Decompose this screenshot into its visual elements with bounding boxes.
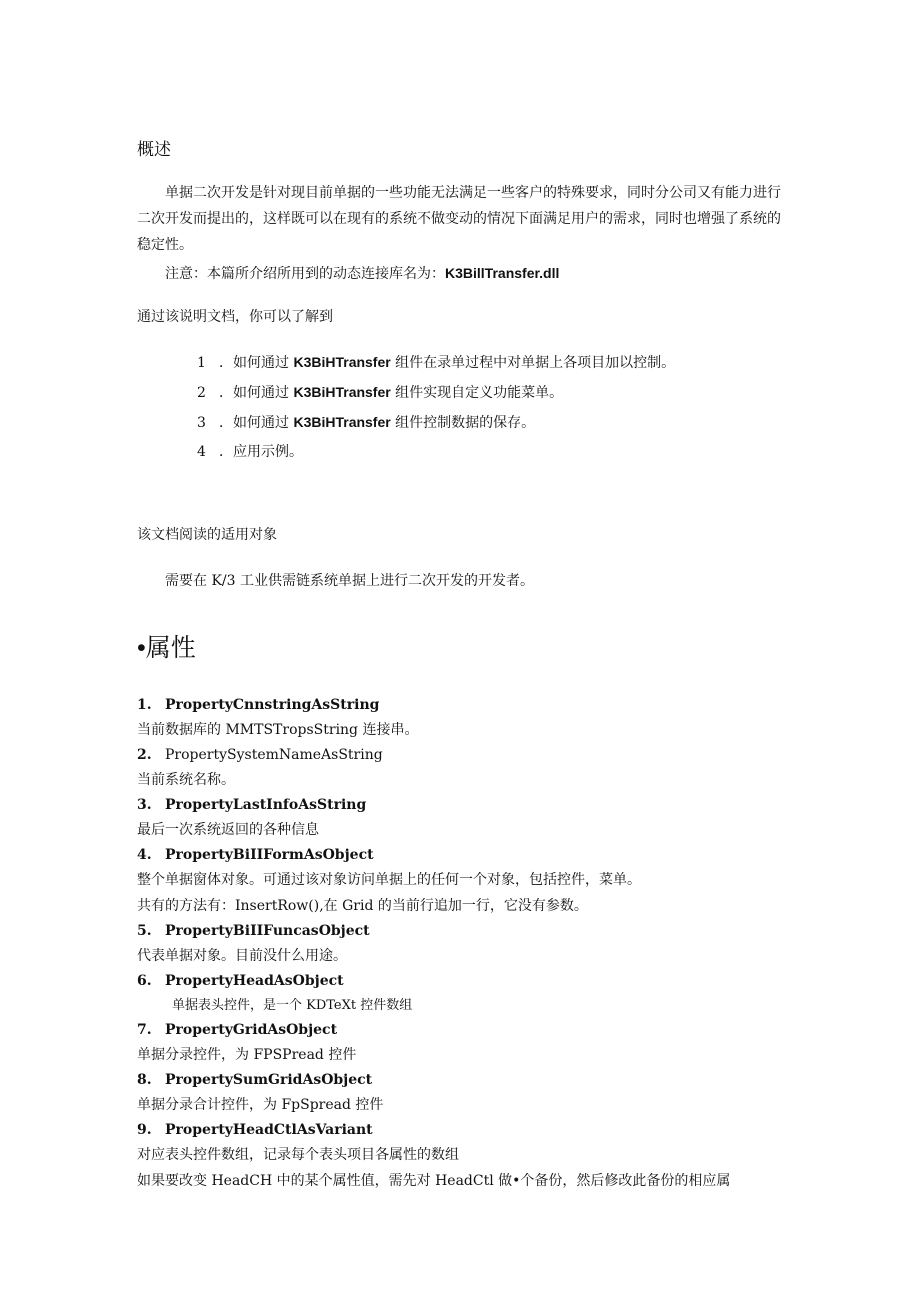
property-number: 3. [137,797,152,813]
intro-line-2: 二次开发而提出的，这样既可以在现有的系统不做变动的情况下面满足用户的需求，同时也增强了系统的 [137,211,781,227]
learn-item-number: 4 [197,444,206,460]
learn-item [197,443,303,461]
intro-paragraph [137,180,787,258]
property-description: 最后一次系统返回的各种信息 [137,822,319,838]
property-number: 4. [137,847,152,863]
learn-item-suffix: 组件在录单过程中对单据上各项目加以控制。 [390,355,676,371]
audience-heading: 该文档阅读的适用对象 [137,527,277,543]
property-name-line [137,796,366,814]
property-name: PropertyHeadAsObject [165,973,344,989]
property-name-line [137,1071,372,1089]
property-name: PropertyHeadCtlAsVariant [165,1122,373,1138]
property-description: 当前系统名称。 [137,772,235,788]
property-name-line [137,696,379,714]
learn-item-component: K3BiHTransfer [293,354,391,370]
property-description: 单据分录控件，为 FPSPread 控件 [137,1047,357,1063]
note-line [165,264,559,283]
property-name: PropertyBiIIFormAsObject [165,847,374,863]
property-name: PropertyGridAsObject [165,1022,338,1038]
property-number: 1. [137,697,152,713]
property-name-line [137,922,370,940]
learn-item-component: K3BiHTransfer [293,384,391,400]
learn-item [197,383,563,402]
property-description: 代表单据对象。目前没什么用途。 [137,948,347,964]
property-description: 当前数据库的 MMTSTropsString 连接串。 [137,722,419,738]
learn-item-prefix: ．如何通过 [219,385,294,401]
property-name: PropertyBiIIFuncasObject [165,923,370,939]
intro-line-3: 稳定性。 [137,237,193,253]
property-name: PropertySystemNameAsString [165,747,383,763]
learn-item-prefix: ．如何通过 [219,415,294,431]
property-extra: 如果要改变 HeadCH 中的某个属性值，需先对 HeadCtl 做•个备份，然后修改此备份的相应属 [137,1173,731,1189]
property-number: 7. [137,1022,152,1038]
property-name-line [137,846,374,864]
property-name-line [137,1121,373,1139]
intro-line-1: 单据二次开发是针对现目前单据的一些功能无法满足一些客户的特殊要求，同时分公司又有能力进行 [165,185,781,201]
property-description: 对应表头控件数组，记录每个表头项目各属性的数组 [137,1147,459,1163]
property-name-line [137,1021,337,1039]
overview-heading: 概述 [137,140,171,160]
note-prefix: 注意：本篇所介绍所用到的动态连接库名为： [165,266,445,282]
learn-item-prefix: ．如何通过 [219,355,294,371]
property-name: PropertySumGridAsObject [165,1072,373,1088]
learn-item [197,353,675,372]
learn-item-number: 2 [197,385,206,401]
property-name-line [137,746,383,764]
note-dll-name: K3BillTransfer.dll [445,265,560,281]
property-name: PropertyLastInfoAsString [165,797,367,813]
audience-text: 需要在 K/3 工业供需链系统单据上进行二次开发的开发者。 [165,573,534,589]
property-number: 5. [137,923,152,939]
property-name-line [137,972,344,990]
property-number: 2. [137,747,152,763]
property-name: PropertyCnnstringAsString [165,697,380,713]
learn-item-component: K3BiHTransfer [293,414,391,430]
property-number: 8. [137,1072,152,1088]
learn-item-number: 3 [197,415,206,431]
learn-heading: 通过该说明文档，你可以了解到 [137,309,333,325]
learn-item-prefix: ．应用示例。 [219,444,303,460]
properties-heading: •属性 [137,634,196,662]
property-extra: 共有的方法有：InsertRow(),在 Grid 的当前行追加一行，它没有参数。 [137,898,588,914]
property-description: 单据分录合计控件，为 FpSpread 控件 [137,1097,384,1113]
property-number: 6. [137,973,152,989]
learn-item [197,413,535,432]
learn-item-suffix: 组件控制数据的保存。 [390,415,536,431]
property-number: 9. [137,1122,152,1138]
property-description: 单据表头控件，是一个 KDTeXt 控件数组 [172,998,413,1013]
learn-item-number: 1 [197,355,206,371]
learn-item-suffix: 组件实现自定义功能菜单。 [390,385,564,401]
property-description: 整个单据窗体对象。可通过该对象访问单据上的任何一个对象，包括控件，菜单。 [137,872,641,888]
